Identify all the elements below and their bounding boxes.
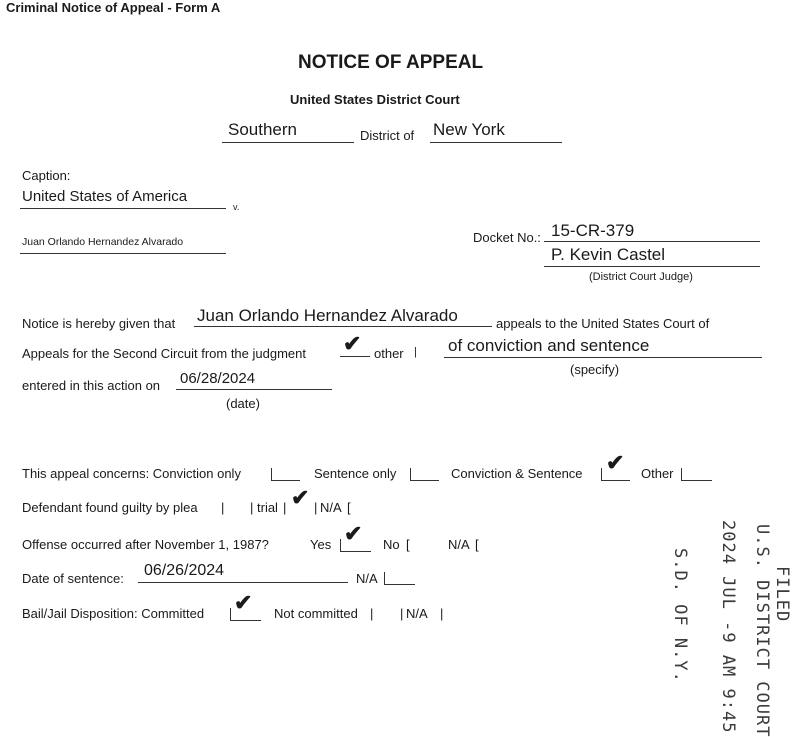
guilty-trial-bracket: |: [283, 500, 287, 515]
other-line: [444, 357, 762, 358]
caption-defendant-line: [20, 253, 226, 254]
other-value: of conviction and sentence: [448, 336, 650, 355]
judgment-line: [340, 356, 370, 357]
other-concern-checkbox[interactable]: [681, 468, 712, 481]
not-committed-label: Not committed: [274, 606, 358, 621]
sentence-date-na-label: N/A: [356, 571, 378, 586]
offense-yes-label: Yes: [310, 537, 332, 552]
bail-na-bracket: |: [400, 606, 404, 621]
entry-date-line: [176, 389, 332, 390]
stamp-date: 2024 JUL -9 AM 9:45: [718, 520, 738, 734]
offense-na-label: N/A: [448, 537, 470, 552]
judge-name: P. Kevin Castel: [551, 245, 666, 264]
other-bracket: |: [414, 346, 417, 358]
date-label: (date): [226, 396, 260, 411]
guilty-label: Defendant found guilty by plea: [22, 500, 198, 515]
docket-number-line: [544, 241, 760, 242]
entry-date: 06/28/2024: [180, 370, 256, 387]
appellant-name: Juan Orlando Hernandez Alvarado: [197, 306, 458, 325]
committed-checkmark-icon: ✔: [234, 590, 253, 615]
caption-defendant: Juan Orlando Hernandez Alvarado: [22, 236, 184, 248]
notice-line2-prefix: Appeals for the Second Circuit from the judgment: [22, 346, 306, 361]
judgment-checkmark-icon: ✔: [343, 331, 362, 356]
district-state-line: [430, 142, 562, 143]
notice-line1-prefix: Notice is hereby given that: [22, 316, 176, 331]
bail-na-label: N/A: [406, 606, 428, 621]
bail-label: Bail/Jail Disposition: Committed: [22, 606, 205, 621]
district-name-line: [222, 142, 354, 143]
court-name: United States District Court: [290, 92, 460, 107]
caption-versus: v.: [233, 202, 240, 212]
district-name: Southern: [228, 120, 297, 139]
conviction-sentence-label: Conviction & Sentence: [451, 466, 583, 481]
conviction-only-checkbox[interactable]: [271, 468, 300, 481]
stamp-district: S.D. OF N.Y.: [670, 548, 690, 683]
guilty-trial-prefix: |: [250, 500, 254, 515]
form-header: Criminal Notice of Appeal - Form A: [6, 0, 221, 15]
sentence-only-checkbox[interactable]: [410, 468, 439, 481]
appellant-line: [194, 326, 492, 327]
docket-number: 15-CR-379: [551, 221, 635, 240]
trial-checkmark-icon: ✔: [291, 485, 310, 510]
judge-name-line: [544, 266, 760, 267]
offense-label: Offense occurred after November 1, 1987?: [22, 537, 269, 552]
caption-label: Caption:: [22, 168, 71, 183]
other-label: other: [374, 346, 404, 361]
stamp-court: U.S. DISTRICT COURT: [752, 524, 772, 737]
guilty-plea-box[interactable]: |: [221, 500, 225, 515]
offense-yes-checkmark-icon: ✔: [344, 521, 363, 546]
guilty-na-label: N/A: [320, 500, 342, 515]
sentence-only-label: Sentence only: [314, 466, 397, 481]
sentence-date-na-checkbox[interactable]: [384, 572, 415, 585]
offense-na-box[interactable]: [: [475, 537, 479, 552]
docket-label: Docket No.:: [473, 230, 541, 245]
district-state: New York: [433, 120, 505, 139]
sentence-date-label: Date of sentence:: [22, 571, 124, 586]
district-label: District of: [360, 128, 415, 143]
guilty-na-box[interactable]: [: [347, 500, 351, 515]
concerns-label: This appeal concerns: Conviction only: [22, 466, 241, 481]
bail-na-box[interactable]: |: [440, 606, 444, 621]
guilty-na-bracket: |: [314, 500, 318, 515]
specify-label: (specify): [570, 362, 620, 377]
sentence-date-line: [138, 582, 348, 583]
page-title: NOTICE OF APPEAL: [298, 52, 484, 73]
guilty-trial-label: trial: [257, 500, 278, 515]
sentence-date-value: 06/26/2024: [144, 562, 225, 579]
other-concern-label: Other: [641, 466, 674, 481]
caption-plaintiff-line: [20, 208, 226, 209]
not-committed-box[interactable]: |: [370, 606, 374, 621]
notice-line1-suffix: appeals to the United States Court of: [496, 316, 710, 331]
offense-no-box[interactable]: [: [406, 537, 410, 552]
offense-no-label: No: [383, 537, 400, 552]
caption-plaintiff: United States of America: [22, 188, 188, 205]
notice-line3-prefix: entered in this action on: [22, 378, 161, 393]
judge-label: (District Court Judge): [589, 271, 693, 283]
stamp-filed: FILED: [772, 566, 792, 623]
conviction-sentence-checkmark-icon: ✔: [606, 450, 625, 475]
